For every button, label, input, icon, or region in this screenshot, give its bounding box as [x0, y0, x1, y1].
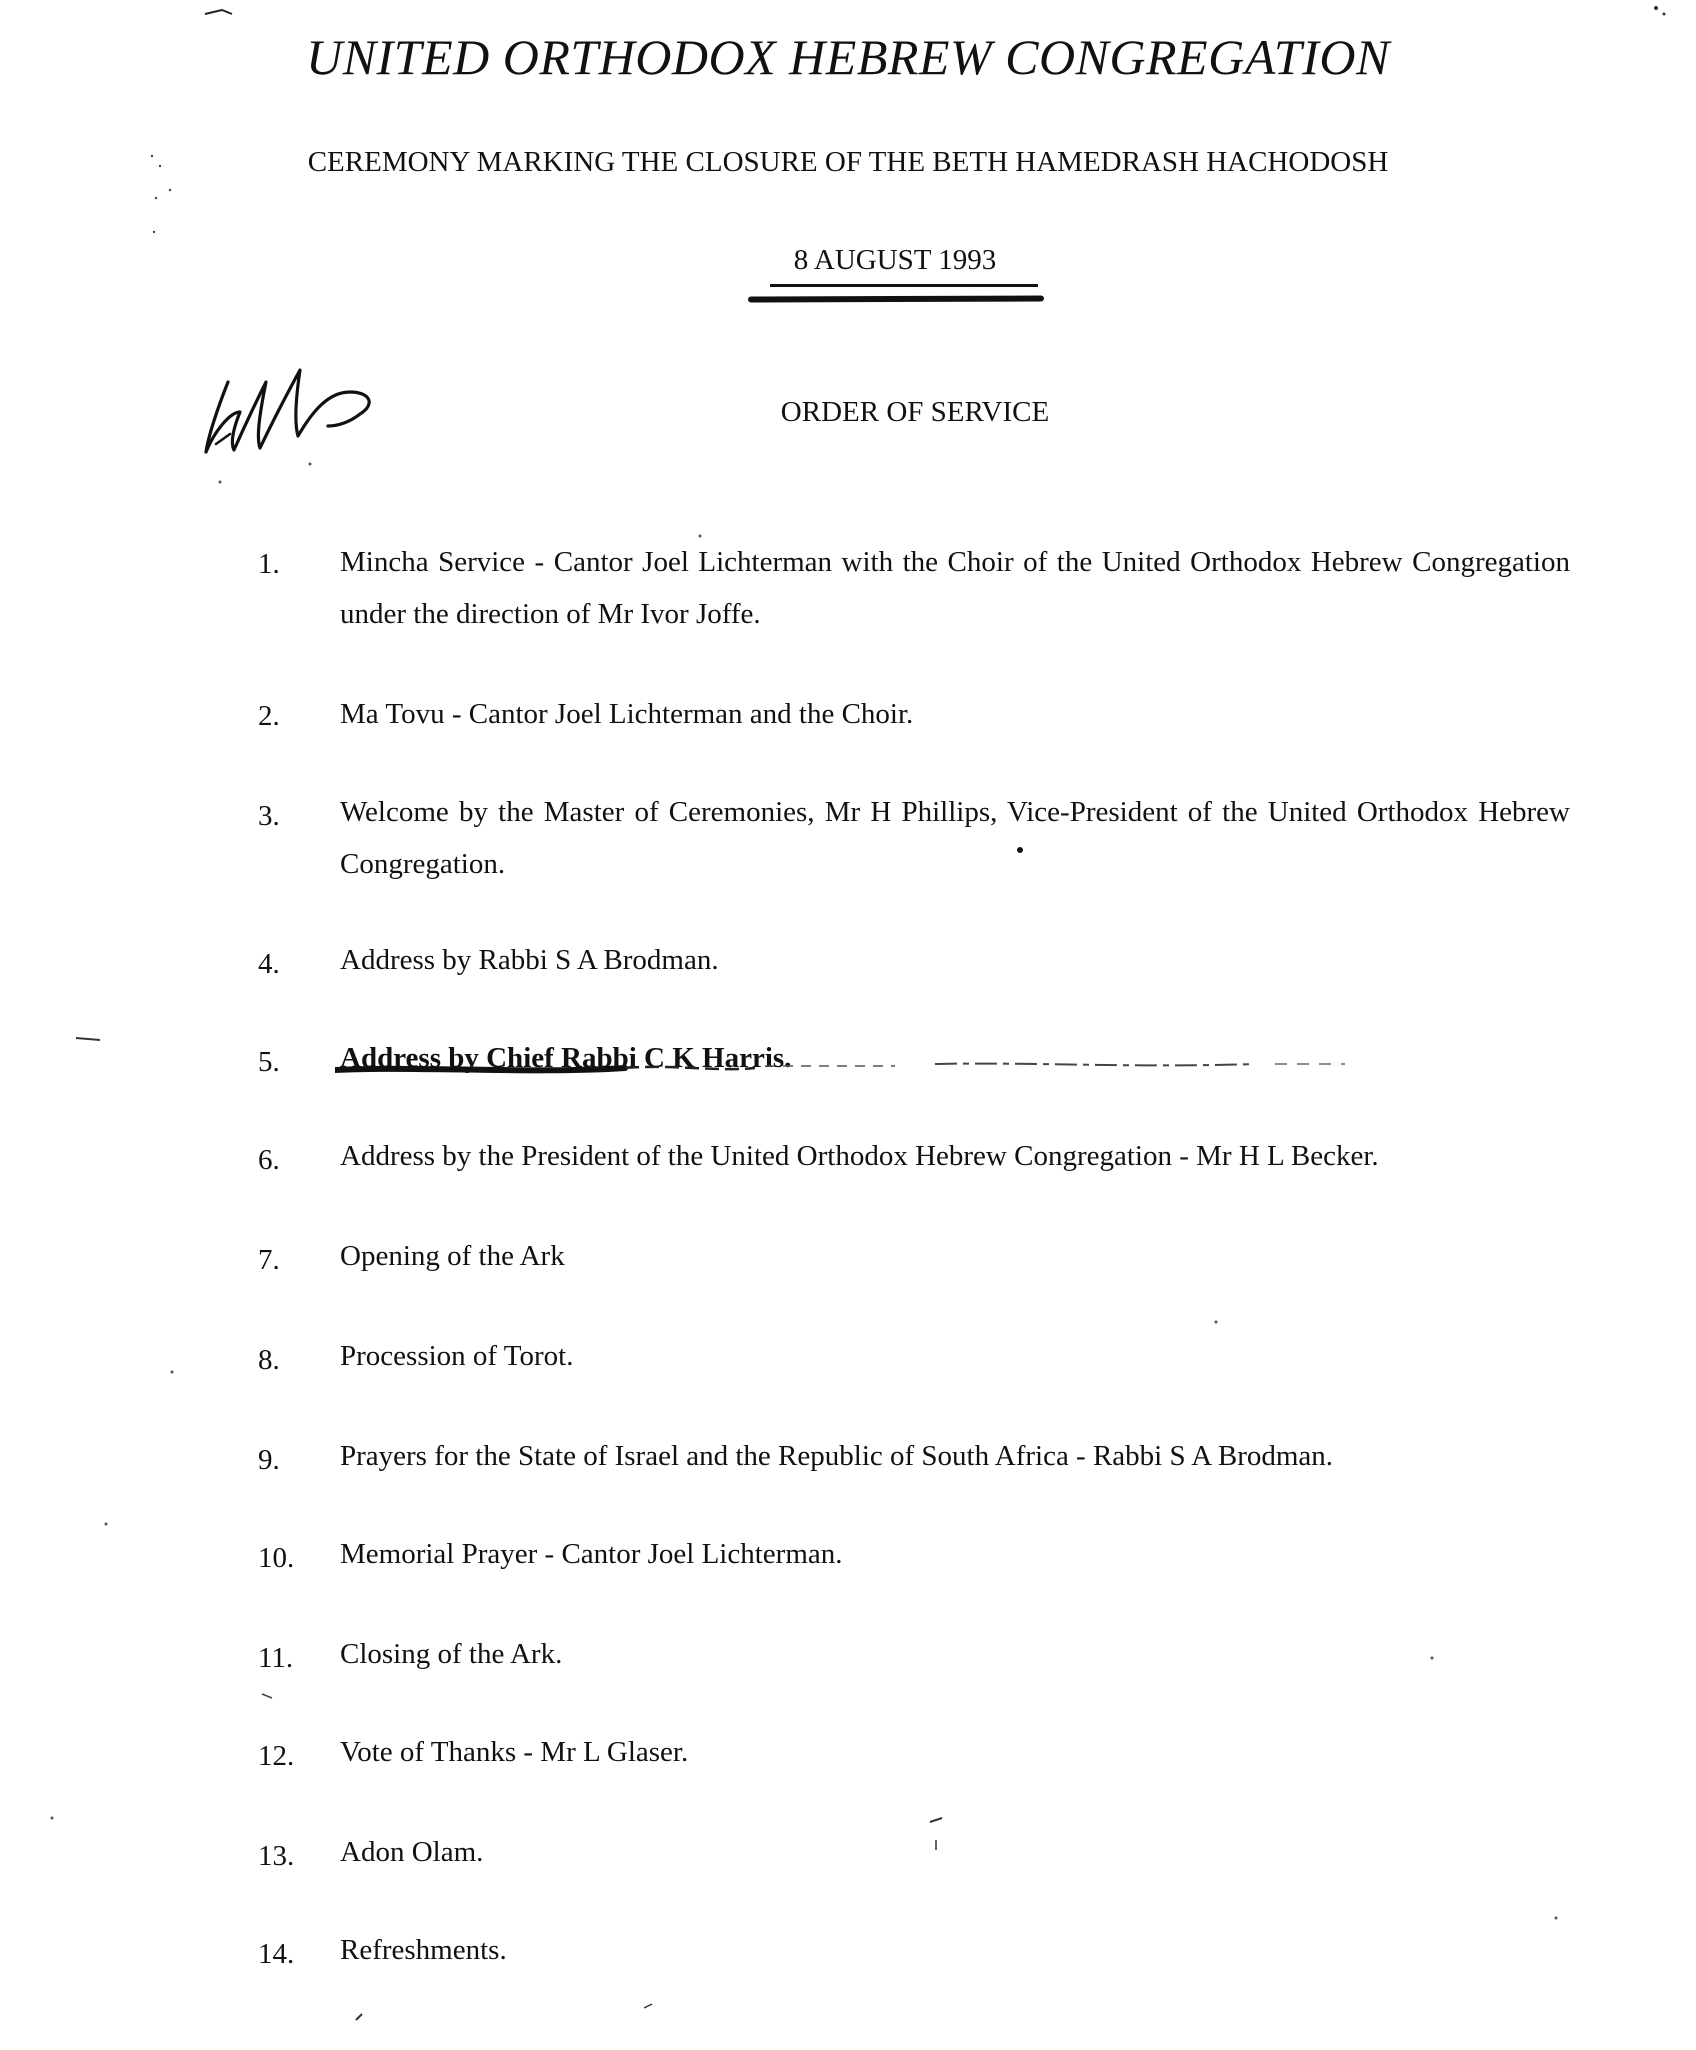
item-number: 11. [258, 1642, 294, 1674]
item-text: Vote of Thanks - Mr L Glaser. [340, 1736, 689, 1768]
item-number: 14. [258, 1938, 295, 1970]
item-number: 4. [258, 948, 280, 980]
item-text: Address by Rabbi S A Brodman. [340, 944, 719, 976]
ceremony-date: 8 AUGUST 1993 [793, 244, 997, 276]
item-number: 1. [258, 548, 280, 580]
item-text: Address by the President of the United Orthodox Hebrew Congregation - Mr H L Becker. [340, 1140, 1379, 1172]
item-number: 6. [258, 1144, 280, 1176]
item-number: 2. [258, 700, 280, 732]
document-subtitle: CEREMONY MARKING THE CLOSURE OF THE BETH HAMEDRASH HACHODOSH [307, 146, 1389, 178]
order-of-service-heading: ORDER OF SERVICE [780, 396, 1050, 428]
item-number: 5. [258, 1046, 280, 1078]
item-text: Mincha Service - Cantor Joel Lichterman with the Choir of the United Orthodox Hebrew Congregation under the direction of Mr Ivor Joffe. [340, 546, 1570, 630]
item-number: 8. [258, 1344, 280, 1376]
item-number: 13. [258, 1840, 295, 1872]
item-number: 12. [258, 1740, 295, 1772]
item-number: 3. [258, 800, 280, 832]
item-text: Adon Olam. [340, 1836, 484, 1868]
item-text: Procession of Torot. [340, 1340, 574, 1372]
item-number: 7. [258, 1244, 280, 1276]
item-text: Memorial Prayer - Cantor Joel Lichterman. [340, 1538, 843, 1570]
item-text: Ma Tovu - Cantor Joel Lichterman and the Choir. [340, 698, 914, 730]
item-text: Refreshments. [340, 1934, 507, 1966]
item-text: Welcome by the Master of Ceremonies, Mr H Phillips, Vice-President of the United Orthodox Hebrew Congregation. [340, 796, 1570, 880]
document-title: UNITED ORTHODOX HEBREW CONGREGATION [306, 29, 1390, 85]
item-text: Opening of the Ark [340, 1240, 565, 1272]
strike-through-mark [335, 1054, 1355, 1084]
item-text: Prayers for the State of Israel and the Republic of South Africa - Rabbi S A Brodman. [340, 1440, 1334, 1472]
item-number: 10. [258, 1542, 295, 1574]
item-text: Closing of the Ark. [340, 1638, 563, 1670]
item-text-struck: Address by Chief Rabbi C K Harris. [340, 1042, 792, 1074]
item-number: 9. [258, 1444, 280, 1476]
